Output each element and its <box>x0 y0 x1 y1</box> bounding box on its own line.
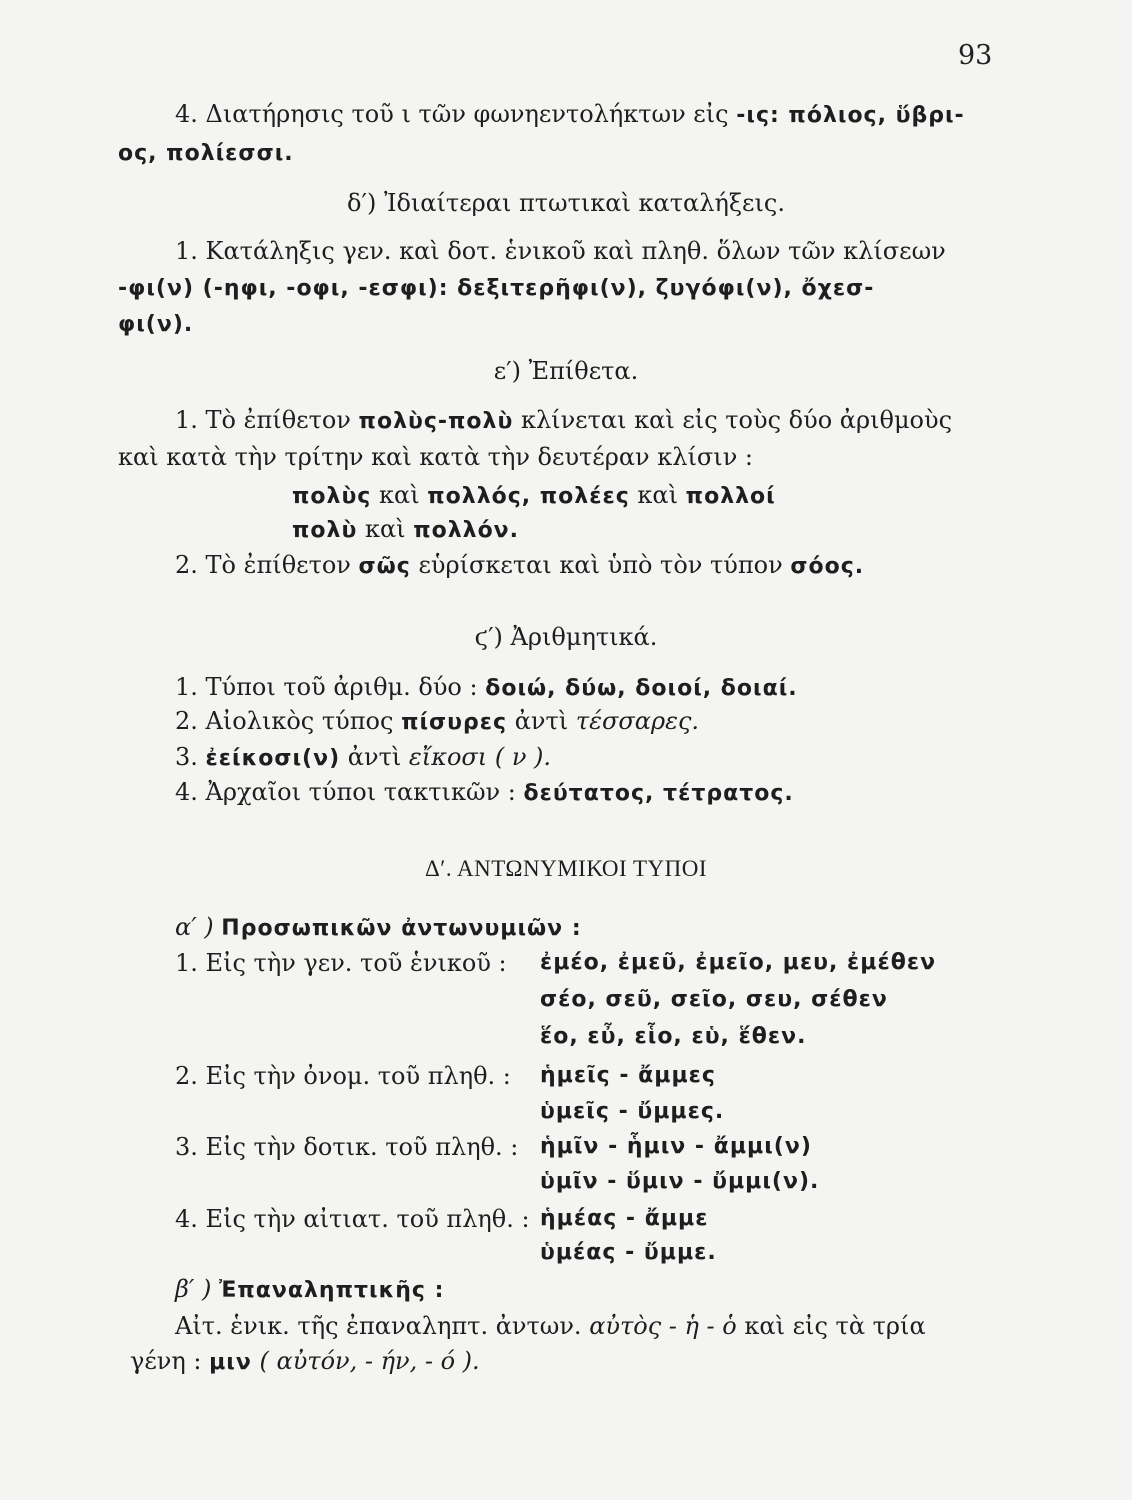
num-item-4 <box>175 777 794 809</box>
e1-line1 <box>175 405 952 437</box>
e2-bold1: σῶς <box>358 554 411 579</box>
d1-line3 <box>118 308 193 340</box>
num-item-1 <box>175 672 798 704</box>
sub-alpha-bold: Προσωπικῶν ἀντωνυμιῶν : <box>221 916 582 941</box>
e1-kai1: καὶ <box>378 481 420 509</box>
pron-num: 3. <box>175 1133 198 1161</box>
d1-num: 1. <box>175 237 198 265</box>
heading-D: Δ′. ΑΝΤΩΝΥΜΙΚΟΙ ΤΥΠΟΙ <box>425 856 707 881</box>
sec4-num: 4. <box>175 100 198 128</box>
pron-forms-8: ἡμέας - ἄμμε <box>540 1206 709 1231</box>
num-item-2 <box>175 706 699 738</box>
num-item-1-text: Τύποι τοῦ ἀριθμ. δύο : <box>205 673 478 701</box>
pron-row-8 <box>175 1204 530 1234</box>
e2-mid: εὑρίσκεται καὶ ὑπὸ τὸν τύπον <box>418 551 783 579</box>
last-line2-text: γένη : <box>130 1347 202 1375</box>
pron-num: 4. <box>175 1205 198 1233</box>
heading-stigma: ϛ′) Ἀριθμητικά. <box>474 623 658 651</box>
last-line2-bold: μιν <box>209 1350 252 1375</box>
pron-label: Εἰς τὴν αἰτιατ. τοῦ πληθ. : <box>205 1205 530 1233</box>
sub-beta <box>175 1274 444 1306</box>
pron-row-4 <box>175 1061 511 1091</box>
sub-beta-label: β′ ) <box>175 1275 212 1303</box>
e2-num: 2. <box>175 551 198 579</box>
d1-line1 <box>175 236 946 266</box>
num-item-3-after: ἀντὶ <box>347 743 402 771</box>
e2-line <box>175 550 864 582</box>
sub-alpha-label: α′ ) <box>175 913 214 941</box>
num-item-3-bold: ἐείκοσι(ν) <box>205 746 341 771</box>
num-item-2-text: Αἰολικὸς τύπος <box>205 707 394 735</box>
last-line2 <box>130 1346 480 1378</box>
sec4-line2 <box>118 137 294 169</box>
e1-f1b: πολλός, πολέες <box>427 484 630 509</box>
last-line1 <box>175 1311 926 1341</box>
num-item-2-after: ἀντὶ <box>514 707 569 735</box>
pron-label: Εἰς τὴν ὀνομ. τοῦ πληθ. : <box>205 1062 511 1090</box>
d1-text: Κατάληξις γεν. καὶ δοτ. ἑνικοῦ καὶ πληθ. ὅλων τῶν κλίσεων <box>205 237 946 265</box>
e2-pre: Τὸ ἐπίθετον <box>205 551 351 579</box>
e1-kai3: καὶ <box>364 515 406 543</box>
d1-bold2: φι(ν). <box>118 312 194 337</box>
last-line1-end: καὶ εἰς τὰ τρία <box>744 1312 926 1340</box>
num-item-2-num: 2. <box>175 707 198 735</box>
pron-forms-1: ἐμέο, ἐμεῦ, ἐμεῖο, μευ, ἐμέθεν <box>540 950 937 975</box>
num-item-2-bold: πίσυρες <box>401 710 508 735</box>
pron-forms-9: ὑμέας - ὔμμε. <box>540 1240 717 1265</box>
pron-forms-5: ὑμεῖς - ὔμμες. <box>540 1099 725 1124</box>
num-item-4-bold: δεύτατος, τέτρατος. <box>523 781 794 806</box>
num-item-3-italic: εἴκοσι ( ν ). <box>408 743 552 771</box>
last-line2-italic: ( αὐτόν, - ήν, - ό ). <box>259 1347 480 1375</box>
pron-row-6 <box>175 1132 518 1162</box>
e1-bold: πολὺς-πολὺ <box>358 409 514 434</box>
e1-post: κλίνεται καὶ εἰς τοὺς δύο ἀριθμοὺς <box>520 406 953 434</box>
e1-line2-text: καὶ κατὰ τὴν τρίτην καὶ κατὰ τὴν δευτέραν κλίσιν : <box>118 443 753 471</box>
pron-label: Εἰς τὴν γεν. τοῦ ἑνικοῦ : <box>205 949 507 977</box>
num-item-4-text: Ἀρχαῖοι τύποι τακτικῶν : <box>205 778 516 806</box>
e2-bold2: σόος. <box>790 554 865 579</box>
pron-forms-6: ἡμῖν - ἧμιν - ἄμμι(ν) <box>540 1134 812 1159</box>
d1-line2 <box>118 272 874 304</box>
pron-num: 1. <box>175 949 198 977</box>
pron-forms-3: ἕο, εὖ, εἷο, εὑ, ἕθεν. <box>540 1024 807 1049</box>
e1-f2a: πολὺ <box>292 518 358 543</box>
last-line1-text: Αἰτ. ἑνικ. τῆς ἐπαναληπτ. ἀντων. <box>175 1312 582 1340</box>
d1-bold1: -φι(ν) (-ηφι, -οφι, -εσφι): δεξιτερῆφι(ν), ζυγόφι(ν), ὄχεσ- <box>118 276 875 301</box>
sub-alpha <box>175 912 582 944</box>
e1-num: 1. <box>175 406 198 434</box>
num-item-1-bold: δοιώ, δύω, δοιοί, δοιαί. <box>485 676 798 701</box>
heading-epsilon: ε′) Ἐπίθετα. <box>493 357 639 385</box>
page-number: 93 <box>958 40 993 71</box>
e1-forms2 <box>292 514 519 546</box>
sub-beta-bold: Ἐπαναληπτικῆς : <box>218 1278 445 1303</box>
e1-line2 <box>118 442 753 472</box>
last-line1-italic: αὐτὸς - ἡ - ὁ <box>589 1312 737 1340</box>
e1-kai2: καὶ <box>637 481 679 509</box>
num-item-4-num: 4. <box>175 778 198 806</box>
pron-label: Εἰς τὴν δοτικ. τοῦ πληθ. : <box>205 1133 519 1161</box>
num-item-1-num: 1. <box>175 673 198 701</box>
e1-f1a: πολὺς <box>292 484 372 509</box>
pron-num: 2. <box>175 1062 198 1090</box>
e1-pre: Τὸ ἐπίθετον <box>205 406 351 434</box>
num-item-3 <box>175 742 551 774</box>
pron-forms-7: ὑμῖν - ὕμιν - ὔμμι(ν). <box>540 1169 820 1194</box>
num-item-3-num: 3. <box>175 743 198 771</box>
sec4-text: Διατήρησις τοῦ ι τῶν φωνηεντολήκτων εἰς <box>205 100 729 128</box>
pron-forms-4: ἡμεῖς - ἄμμες <box>540 1063 716 1088</box>
pron-row-1 <box>175 948 507 978</box>
sec4-line1 <box>175 99 965 131</box>
e1-f2b: πολλόν. <box>413 518 520 543</box>
e1-f1c: πολλοί <box>685 484 776 509</box>
pron-forms-2: σέο, σεῦ, σεῖο, σευ, σέθεν <box>540 987 888 1012</box>
heading-delta: δ′) Ἰδιαίτεραι πτωτικαὶ καταλήξεις. <box>347 189 785 217</box>
sec4-bold1: -ις: πόλιος, ὕβρι- <box>736 103 965 128</box>
num-item-2-italic: τέσσαρες. <box>575 707 700 735</box>
sec4-bold2: ος, πολίεσσι. <box>118 141 294 166</box>
e1-forms1 <box>292 480 776 512</box>
